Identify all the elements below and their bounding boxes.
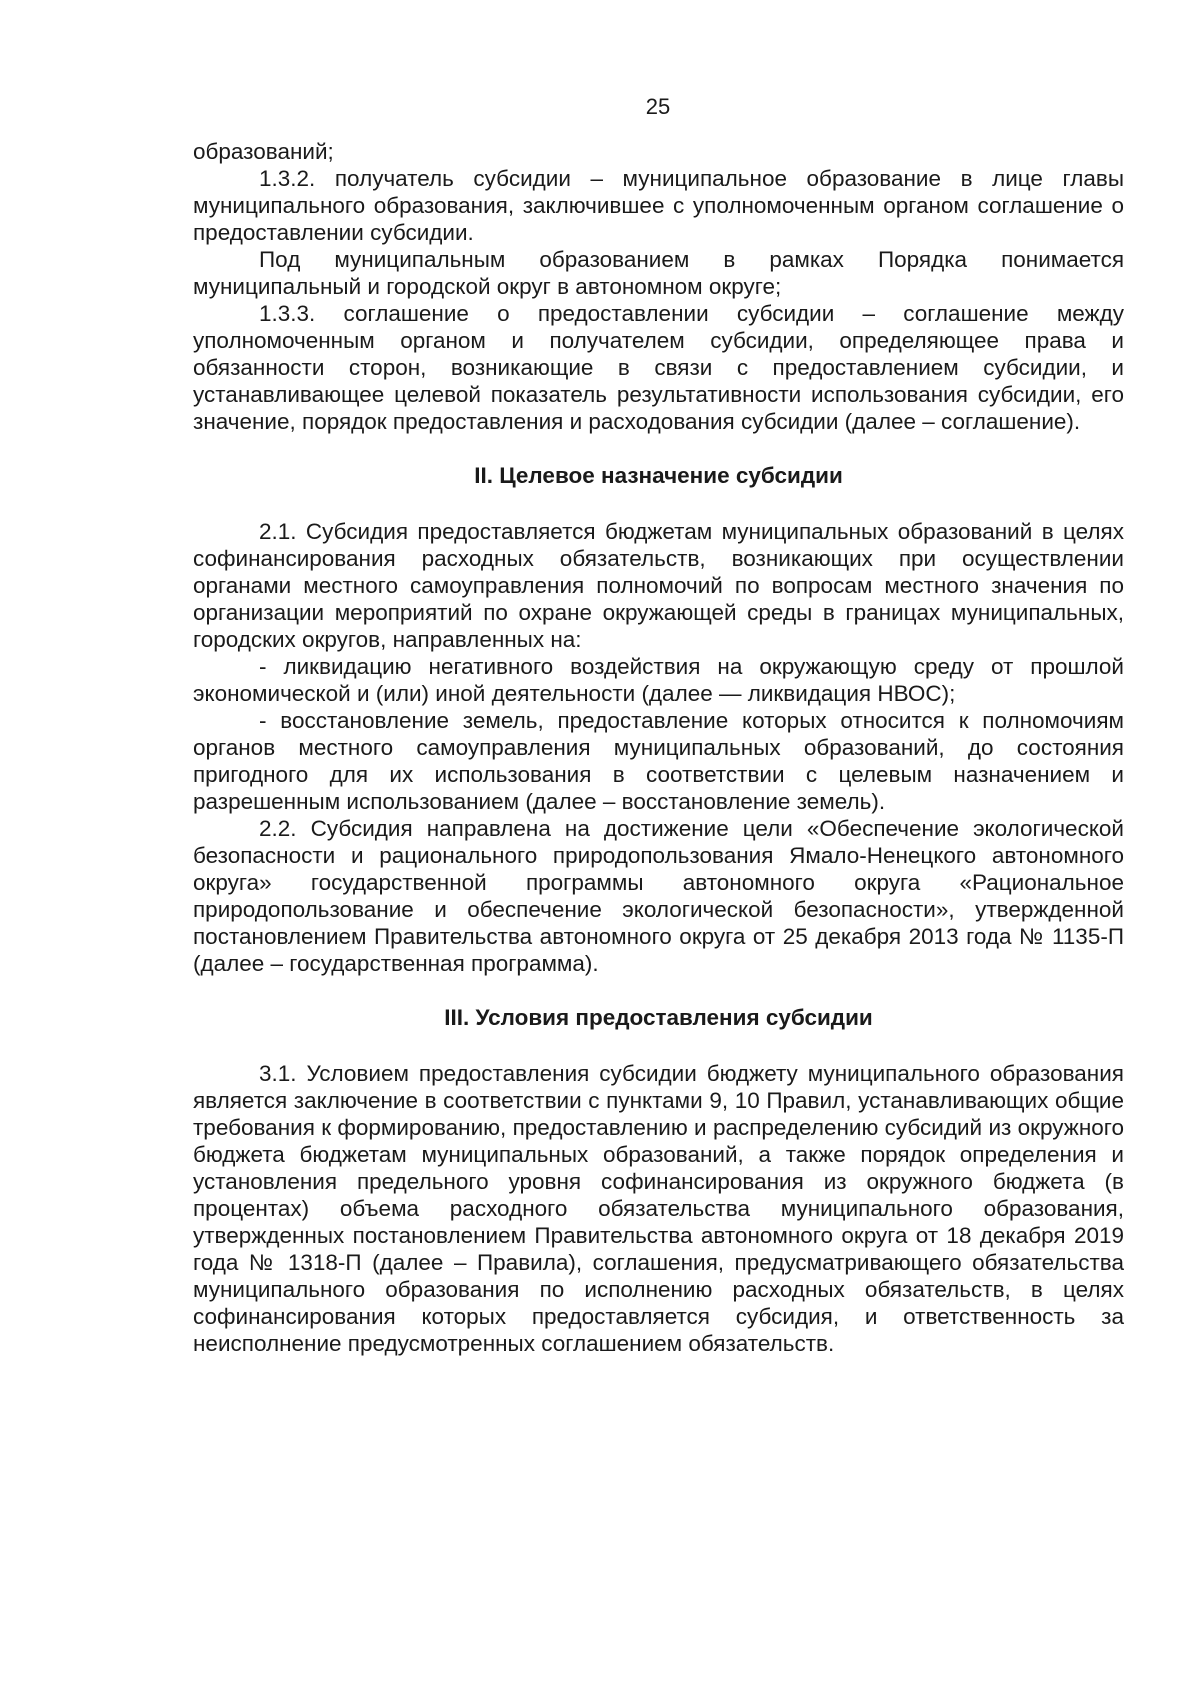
paragraph-1-3-2: 1.3.2. получатель субсидии – муниципальное образование в лице главы муниципального образования, заключившее с уполномоченным органом соглашение о предоставлении субсидии.	[193, 166, 1124, 245]
document-body	[193, 138, 1124, 1357]
paragraph-3-1: 3.1. Условием предоставления субсидии бюджету муниципального образования является заключение в соответствии с пунктами 9, 10 Правил, устанавливающих общие требования к формированию, предоставлению и распределению субсидий из окружного бюджета бюджетам муниципальных образований, а также порядок определения и установления предельного уровня софинансирования из окружного бюджета (в процентах) объема расходного обязательства муниципального образования, утвержденных постановлением Правительства автономного округа от 18 декабря 2019 года № 1318-П (далее – Правила), соглашения, предусматривающего обязательства муниципального образования по исполнению расходных обязательств, в целях софинансирования которых предоставляется субсидия, и ответственность за неисполнение предусмотренных соглашением обязательств.	[193, 1061, 1124, 1356]
list-item-land-restoration: - восстановление земель, предоставление которых относится к полномочиям органов местного самоуправления муниципальных образований, до состояния пригодного для их использования в соответствии с целевым назначением и разрешенным использованием (далее – восстановление земель).	[193, 708, 1124, 814]
section-heading-2: II. Целевое назначение субсидии	[474, 463, 843, 488]
spacer	[193, 1031, 1124, 1060]
paragraph-municipal-definition: Под муниципальным образованием в рамках Порядка понимается муниципальный и городской округ в автономном округе;	[193, 247, 1124, 299]
paragraph-2-2: 2.2. Субсидия направлена на достижение цели «Обеспечение экологической безопасности и рационального природопользования Ямало-Ненецкого автономного округа» государственной программы автономного округа «Рациональное природопользование и обеспечение экологической безопасности», утвержденной постановлением Правительства автономного округа от 25 декабря 2013 года № 1135-П (далее – государственная программа).	[193, 816, 1124, 976]
paragraph-continuation: образований;	[193, 139, 334, 164]
paragraph-2-1: 2.1. Субсидия предоставляется бюджетам муниципальных образований в целях софинансирования расходных обязательств, возникающих при осуществлении органами местного самоуправления полномочий по вопросам местного значения по организации мероприятий по охране окружающей среды в границах муниципальных, городских округов, направленных на:	[193, 519, 1124, 652]
spacer	[193, 489, 1124, 518]
spacer	[193, 977, 1124, 1004]
section-heading-3: III. Условия предоставления субсидии	[444, 1005, 873, 1030]
paragraph-1-3-3: 1.3.3. соглашение о предоставлении субсидии – соглашение между уполномоченным органом и получателем субсидии, определяющее права и обязанности сторон, возникающие в связи с предоставлением субсидии, и устанавливающее целевой показатель результативности использования субсидии, его значение, порядок предоставления и расходования субсидии (далее – соглашение).	[193, 301, 1124, 434]
spacer	[193, 435, 1124, 462]
list-item-nvos: - ликвидацию негативного воздействия на окружающую среду от прошлой экономической и (или) иной деятельности (далее — ликвидация НВОС);	[193, 654, 1124, 706]
page-number: 25	[645, 94, 671, 119]
